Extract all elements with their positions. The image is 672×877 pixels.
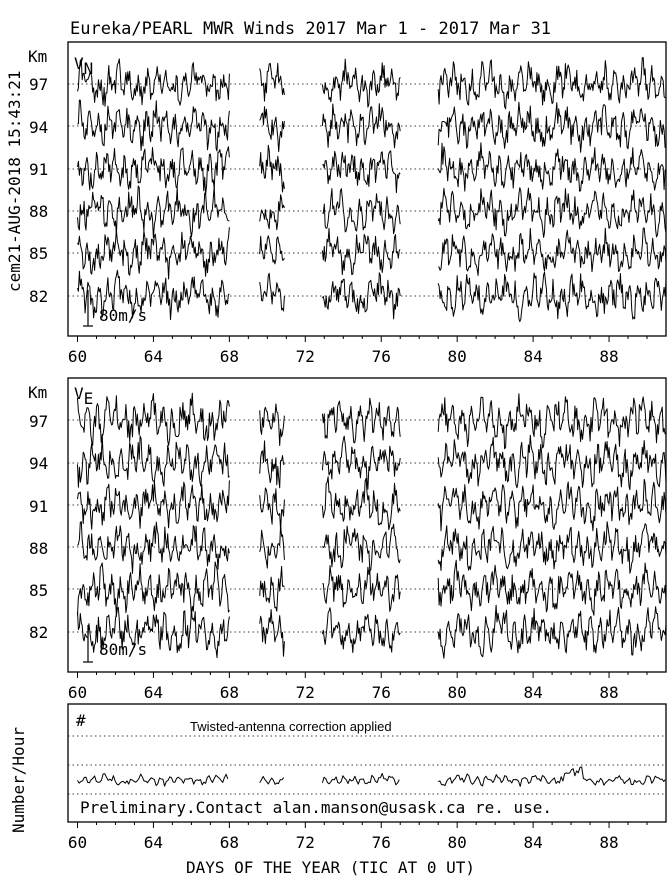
x-tick-label-64: 64	[143, 347, 164, 366]
north-wind-height-label-88: 88	[29, 202, 49, 221]
wind-series-85-segment-3	[438, 560, 666, 615]
wind-series-88-segment-0	[78, 186, 230, 238]
wind-series-94-segment-1	[260, 441, 285, 488]
wind-series-91-segment-0	[78, 147, 230, 195]
east-wind-height-label-91: 91	[29, 497, 49, 516]
x-tick-label-76: 76	[371, 833, 391, 852]
east-wind-height-label-88: 88	[29, 539, 49, 558]
east-wind-height-label-85: 85	[29, 581, 49, 600]
wind-series-97-segment-1	[260, 63, 285, 101]
wind-series-94-segment-0	[78, 100, 230, 151]
x-axis-label: DAYS OF THE YEAR (TIC AT 0 UT)	[186, 858, 475, 877]
x-tick-label-72: 72	[295, 833, 315, 852]
wind-series-88-segment-2	[322, 189, 400, 234]
wind-series-91-segment-0	[78, 480, 230, 529]
x-tick-label-80: 80	[447, 683, 467, 702]
wind-series-91-segment-1	[260, 145, 285, 192]
x-tick-label-60: 60	[67, 347, 88, 366]
x-tick-label-88: 88	[599, 683, 619, 702]
wind-series-85-segment-2	[322, 228, 400, 274]
counts-gridlines	[68, 736, 666, 794]
north-wind-traces	[78, 58, 667, 322]
counts-traces	[78, 767, 666, 786]
north-wind-height-label-94: 94	[29, 118, 49, 137]
wind-series-88-segment-2	[322, 524, 400, 571]
east-wind-component-sub: E	[83, 389, 94, 408]
wind-series-85-segment-3	[438, 228, 666, 275]
east-wind-height-label-82: 82	[29, 623, 49, 642]
wind-series-88-segment-1	[260, 195, 285, 230]
wind-series-94-segment-1	[260, 107, 285, 152]
wind-series-97-segment-3	[438, 394, 666, 449]
east-wind-panel	[28, 378, 666, 702]
wind-series-82-segment-1	[260, 273, 285, 311]
east-wind-x-ticks	[68, 672, 647, 702]
wind-series-97-segment-2	[322, 398, 400, 443]
x-tick-label-68: 68	[219, 347, 239, 366]
wind-series-91-segment-2	[322, 477, 400, 530]
east-wind-height-label-97: 97	[29, 412, 49, 431]
wind-series-97-segment-0	[78, 393, 230, 445]
east-wind-component-label	[74, 384, 93, 408]
chart-title: Eureka/PEARL MWR Winds 2017 Mar 1 - 2017 Mar 31	[70, 19, 552, 39]
north-wind-scale-label: 80m/s	[99, 306, 148, 325]
east-wind-unit-label: Km	[28, 383, 48, 402]
north-wind-unit-label: Km	[28, 47, 48, 66]
wind-series-88-segment-3	[438, 522, 666, 574]
counts-x-ticks	[68, 822, 647, 852]
wind-series-91-segment-2	[322, 151, 400, 193]
wind-series-82-segment-2	[322, 608, 400, 653]
north-wind-x-ticks	[68, 336, 647, 366]
count-series-segment-2	[322, 774, 399, 785]
north-wind-height-label-91: 91	[29, 160, 49, 179]
counts-annotation: Twisted-antenna correction applied	[190, 719, 392, 734]
north-wind-panel	[28, 42, 666, 366]
wind-series-88-segment-1	[260, 525, 285, 568]
count-series-segment-0	[78, 774, 228, 786]
east-wind-component-main: V	[74, 384, 84, 403]
x-tick-label-64: 64	[143, 683, 164, 702]
east-wind-traces	[78, 393, 667, 658]
x-tick-label-60: 60	[67, 683, 88, 702]
counts-y-label: Number/Hour	[9, 727, 28, 833]
east-wind-height-label-94: 94	[29, 454, 49, 473]
wind-series-94-segment-3	[438, 435, 666, 490]
side-timestamp: cem21-AUG-2018 15:43:21	[5, 70, 24, 292]
counts-marker: #	[76, 711, 86, 730]
wind-series-97-segment-2	[322, 59, 400, 107]
x-tick-label-88: 88	[599, 347, 619, 366]
x-tick-label-64: 64	[143, 833, 164, 852]
x-tick-label-88: 88	[599, 833, 619, 852]
north-wind-component-main: V	[74, 54, 84, 73]
north-wind-height-labels	[29, 75, 48, 306]
north-wind-gridlines	[68, 84, 666, 296]
wind-series-91-segment-1	[260, 488, 285, 531]
north-wind-component-label	[74, 54, 93, 78]
wind-series-88-segment-3	[438, 188, 666, 238]
wind-series-97-segment-3	[438, 58, 666, 109]
north-wind-height-label-85: 85	[29, 244, 49, 263]
wind-series-97-segment-1	[260, 404, 285, 446]
count-series-segment-3	[438, 767, 665, 786]
north-wind-component-sub: N	[83, 59, 94, 78]
x-tick-label-80: 80	[447, 833, 467, 852]
counts-panel	[9, 704, 666, 877]
wind-series-94-segment-3	[438, 102, 666, 152]
north-wind-height-label-97: 97	[29, 75, 49, 94]
x-tick-label-68: 68	[219, 683, 239, 702]
east-wind-height-labels	[29, 412, 48, 642]
x-tick-label-72: 72	[295, 347, 315, 366]
north-wind-height-label-82: 82	[29, 287, 49, 306]
wind-series-91-segment-3	[438, 143, 666, 191]
x-tick-label-84: 84	[523, 833, 543, 852]
wind-series-94-segment-0	[78, 435, 230, 488]
east-wind-scale-label: 80m/s	[99, 640, 148, 659]
wind-series-88-segment-0	[78, 522, 230, 574]
wind-series-85-segment-2	[322, 566, 400, 612]
wind-series-97-segment-0	[78, 59, 230, 106]
x-tick-label-76: 76	[371, 683, 391, 702]
x-tick-label-84: 84	[523, 347, 543, 366]
x-tick-label-68: 68	[219, 833, 239, 852]
x-tick-label-76: 76	[371, 347, 391, 366]
wind-series-82-segment-1	[260, 610, 285, 657]
footer-note: Preliminary.Contact alan.manson@usask.ca re. use.	[80, 798, 553, 817]
count-series-segment-1	[260, 777, 284, 785]
x-tick-label-84: 84	[523, 683, 543, 702]
x-tick-label-72: 72	[295, 683, 315, 702]
east-wind-gridlines	[68, 420, 666, 632]
x-tick-label-60: 60	[67, 833, 88, 852]
wind-series-85-segment-1	[260, 236, 285, 264]
wind-series-82-segment-3	[438, 272, 666, 322]
x-tick-label-80: 80	[447, 347, 467, 366]
